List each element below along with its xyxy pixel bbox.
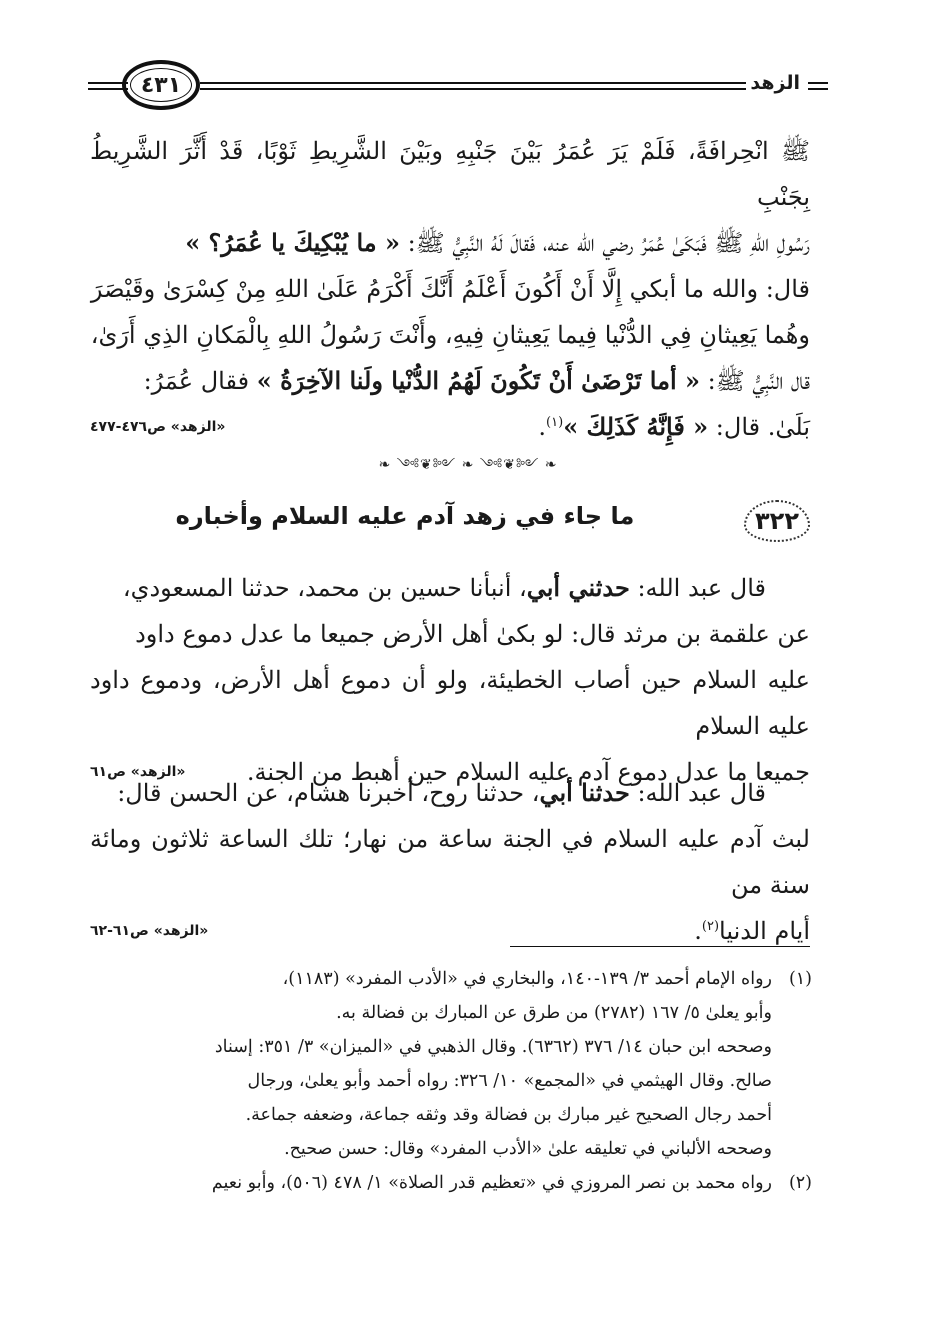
text-line — [90, 358, 810, 404]
text-span: . — [538, 413, 547, 441]
section-heading — [90, 498, 810, 548]
text-line — [90, 220, 810, 266]
text-line: لبث آدم عليه السلام في الجنة ساعة من نهار؛ تلك الساعة ثلاثون ومائة سنة من — [90, 825, 810, 899]
text-span: جميعا ما عدل دموع آدم عليه السلام حين أهبط من الجنة. — [246, 758, 810, 786]
text-span: ، أنبأنا حسين بن محمد، حدثنا المسعودي، — [122, 574, 527, 602]
text-span: قال عبد الله: — [637, 574, 766, 602]
running-title: الزهد — [746, 72, 804, 94]
section-number: ٣٢٢ — [744, 500, 810, 542]
text-block-1 — [90, 128, 810, 450]
text-line — [90, 908, 810, 954]
footnote-body — [90, 1166, 772, 1200]
footnote-2 — [90, 1166, 812, 1200]
footnote-line: رواه الإمام أحمد ٣/ ١٣٩-١٤٠، والبخاري في «الأدب المفرد» (١١٨٣)، — [282, 969, 772, 989]
text-line: عليه السلام حين أصاب الخطيئة، ولو أن دموع أهل الأرض، ودموع داود عليه السلام — [90, 666, 810, 740]
footnote-line: وصححه ابن حبان ١٤/ ٣٧٦ (٦٣٦٢). وقال الذهبي في «الميزان» ٣/ ٣٥١: إسناد — [214, 1037, 772, 1057]
text-span: أيام الدنيا — [719, 917, 810, 945]
header-rule — [200, 82, 748, 84]
footnote-line: أحمد رجال الصحيح غير مبارك بن فضالة وقد وثقه جماعة، وضعفه جماعة. — [245, 1105, 772, 1125]
hadith-quote: « فَإِنَّهُ كَذَلِكَ » — [563, 412, 709, 441]
text-block-3 — [90, 770, 810, 954]
footnote-number: (٢) — [788, 1173, 812, 1193]
text-line: ﷺ انْحِرافَةً، فَلَمْ يَرَ عُمَرُ بَيْنَ جَنْبِهِ وبَيْنَ الشَّرِيطِ ثَوْبًا، قَدْ أَثَّرَ الشَّرِيطُ بِجَنْبِ — [90, 137, 810, 211]
footnote-line: صالح. وقال الهيثمي في «المجمع» ١٠/ ٣٢٦: رواه أحمد وأبو يعلىٰ، ورجال — [247, 1071, 772, 1091]
text-span: رَسُولِ اللهِ ﷺ فَبَكَىٰ عُمَرُ رضي الله عنه، فَقالَ لَهُ النَّبِيُّ ﷺ: — [407, 229, 810, 257]
header-rule — [808, 82, 828, 84]
footnote-line: وأبو يعلىٰ ٥/ ١٦٧ (٢٧٨٢) من طرق عن المبارك بن فضالة به. — [336, 1003, 772, 1023]
header-rule — [200, 88, 748, 90]
text-line — [90, 404, 810, 450]
text-span: . — [694, 917, 702, 945]
text-span: قال عبد الله: — [637, 779, 766, 807]
text-line: وهُما يَعِيثانِ فِي الدُّنْيا فِيما يَعِيثانِ فِيهِ، وأَنْتَ رَسُولُ اللهِ بِالْمَكانِ الذِي أَرَىٰ، — [90, 321, 810, 349]
footnote-line: رواه محمد بن نصر المروزي في «تعظيم قدر الصلاة» ١/ ٤٧٨ (٥٠٦)، وأبو نعيم — [211, 1173, 772, 1193]
source-reference: «الزهد» ص٦١ — [90, 764, 186, 780]
text-span: قال النَّبِيُّ ﷺ: — [707, 367, 810, 395]
text-line — [90, 565, 810, 611]
narrator-bold: حدثني أبي — [526, 573, 630, 602]
source-reference: «الزهد» ص٤٧٦-٤٧٧ — [90, 419, 226, 435]
page-number: ٤٣١ — [122, 60, 200, 110]
footnotes — [90, 962, 812, 1200]
text-span: بَلَىٰ. قال: — [715, 413, 810, 441]
text-line: عن علقمة بن مرثد قال: لو بكىٰ أهل الأرض جميعا ما عدل دموع داود — [135, 620, 810, 648]
hadith-quote: « أما تَرْضَىٰ أَنْ تَكُونَ لَهُمُ الدُّنْيا ولَنا الآخِرَةُ » — [256, 366, 700, 395]
footnote-line: وصححه الألباني في تعليقه علىٰ «الأدب المفرد» وقال: حسن صحيح. — [284, 1139, 772, 1159]
footnote-1 — [90, 962, 812, 1030]
narrator-bold: حدثنا أبي — [539, 778, 630, 807]
text-line: قال: والله ما أبكي إِلَّا أَنْ أَكُونَ أَعْلَمُ أَنَّكَ أَكْرَمُ عَلَىٰ اللهِ مِنْ كِسْرَىٰ وقَيْصَرَ — [90, 275, 810, 303]
footnote-separator — [510, 946, 810, 947]
header-rule — [808, 88, 828, 90]
footnote-number: (١) — [788, 969, 812, 989]
section-title: ما جاء في زهد آدم عليه السلام وأخباره — [175, 502, 635, 530]
footnote-ref[interactable]: (٢) — [701, 919, 720, 934]
section-divider-ornament: ❧ ༺❦༻ ❧ ༺❦༻ ❧ — [378, 457, 558, 473]
page-header — [88, 62, 828, 126]
hadith-quote: « ما يُبْكِيكَ يا عُمَرُ؟ » — [185, 228, 400, 257]
footnote-body — [90, 962, 772, 1030]
text-span: ، حدثنا روح، أخبرنا هشام، عن الحسن قال: — [117, 779, 540, 807]
text-line — [90, 770, 810, 816]
text-span: فقال عُمَرُ: — [143, 367, 250, 395]
source-reference: «الزهد» ص٦١-٦٢ — [90, 923, 209, 939]
text-block-2 — [90, 565, 810, 795]
footnote-ref[interactable]: (١) — [546, 415, 564, 430]
